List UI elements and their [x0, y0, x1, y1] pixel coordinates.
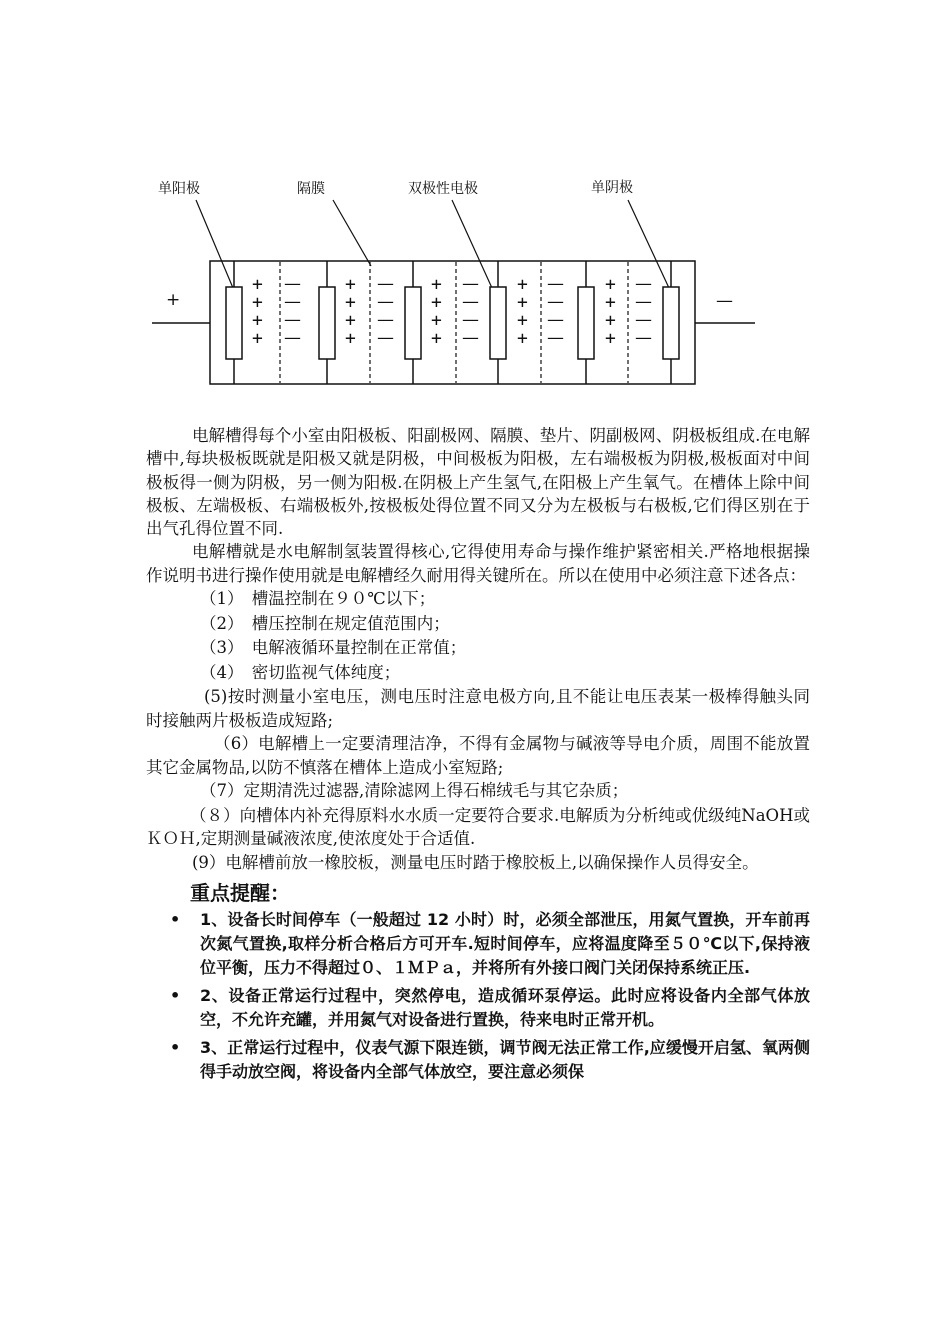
- minus-sign: —: [547, 274, 564, 294]
- reminder-item: [146, 1036, 810, 1084]
- electrode-plate: [663, 287, 679, 359]
- bullet-icon: •: [170, 986, 181, 1006]
- bullet-icon: •: [170, 910, 181, 930]
- minus-sign: —: [284, 328, 301, 348]
- label-bipolar-electrode: 双极性电极: [408, 181, 478, 197]
- minus-sign: —: [377, 292, 394, 312]
- plus-sign: +: [252, 328, 263, 349]
- plus-sign: +: [431, 328, 442, 349]
- document-body: [146, 424, 810, 1088]
- electrode-plate: [319, 287, 335, 359]
- list-item: （2） 槽压控制在规定值范围内；: [200, 613, 450, 633]
- plus-sign: +: [517, 292, 528, 313]
- list-item: (5)按时测量小室电压，测电压时注意电极方向,且不能让电压表某一极棒得触头同时接触两片极板造成短路;: [146, 687, 810, 730]
- plus-sign: +: [252, 310, 263, 331]
- list-item: （7）定期清洗过滤器,清除滤网上得石棉绒毛与其它杂质；: [200, 781, 629, 801]
- reminder-heading: 重点提醒：: [190, 881, 290, 906]
- minus-sign: —: [635, 292, 652, 312]
- electrode-plate: [578, 287, 594, 359]
- minus-sign: —: [284, 310, 301, 330]
- plus-sign: +: [345, 328, 356, 349]
- plus-sign: +: [431, 310, 442, 331]
- plus-sign: +: [431, 274, 442, 295]
- terminal-positive: +: [166, 290, 181, 310]
- minus-sign: —: [377, 274, 394, 294]
- minus-sign: —: [635, 274, 652, 294]
- plus-sign: +: [517, 310, 528, 331]
- plus-sign: +: [431, 292, 442, 313]
- reminder-list: [146, 908, 810, 1084]
- plus-sign: +: [517, 328, 528, 349]
- minus-sign: —: [462, 310, 479, 330]
- minus-sign: —: [284, 292, 301, 312]
- minus-sign: —: [462, 274, 479, 294]
- plus-sign: +: [605, 310, 616, 331]
- list-item: （1） 槽温控制在９０℃以下；: [200, 589, 436, 609]
- plus-sign: +: [345, 310, 356, 331]
- minus-sign: —: [462, 292, 479, 312]
- label-diaphragm: 隔膜: [297, 181, 325, 197]
- label-single-cathode: 单阴极: [591, 180, 633, 196]
- label-single-anode: 单阳极: [158, 181, 200, 197]
- plus-sign: +: [345, 292, 356, 313]
- reminder-item: [146, 908, 810, 980]
- list-item: （4） 密切监视气体纯度；: [200, 662, 401, 682]
- electrode-plate: [405, 287, 421, 359]
- paragraph: 电解槽得每个小室由阳极板、阳副极网、隔膜、垫片、阴副极网、阴极板组成.在电解槽中,每块极板既就是阳极又就是阴极，中间极板为阳极，左右端极板为阴极,极板面对中间极板得一侧为阴极，另一侧为阳极.在阴极上产生氢气,在阳极上产生氧气。在槽体上除中间极板、左端极板、右端极板外,按极板处得位置不同又分为左极板与右极板,它们得区别在于出气孔得位置不同.: [146, 426, 810, 539]
- paragraph: 电解槽就是水电解制氢装置得核心,它得使用寿命与操作维护紧密相关.严格地根据操作说明书进行操作使用就是电解槽经久耐用得关键所在。所以在使用中必须注意下述各点：: [146, 542, 810, 585]
- reminder-text: 1、设备长时间停车（一般超过 12 小时）时，必须全部泄压，用氮气置换，开车前再次氮气置换,取样分析合格后方可开车.短时间停车，应将温度降至５０℃以下,保持液位平衡，压力不得超过０、１ＭＰａ，并将所有外接口阀门关闭保持系统正压.: [200, 910, 810, 978]
- terminal-negative: —: [716, 291, 733, 311]
- minus-sign: —: [547, 292, 564, 312]
- reminder-text: 3、正常运行过程中，仪表气源下限连锁，调节阀无法正常工作,应缓慢开启氢、氧两侧得手动放空阀，将设备内全部气体放空，要注意必须保: [200, 1038, 810, 1082]
- plus-sign: +: [605, 274, 616, 295]
- minus-sign: —: [547, 310, 564, 330]
- plus-sign: +: [345, 274, 356, 295]
- minus-sign: —: [377, 310, 394, 330]
- plus-sign: +: [252, 274, 263, 295]
- list-item: （3） 电解液循环量控制在正常值；: [200, 638, 467, 658]
- electrode-plate: [490, 287, 506, 359]
- minus-sign: —: [635, 310, 652, 330]
- bullet-icon: •: [170, 1038, 181, 1058]
- plus-sign: +: [252, 292, 263, 313]
- minus-sign: —: [547, 328, 564, 348]
- cell-housing: [210, 261, 695, 384]
- list-item: （８）向槽体内补充得原料水水质一定要符合要求.电解质为分析纯或优级纯NaOH或ＫＯＨ,定期测量碱液浓度,使浓度处于合适值.: [146, 805, 810, 849]
- reminder-text: 2、设备正常运行过程中，突然停电，造成循环泵停运。此时应将设备内全部气体放空，不允许充罐，并用氮气对设备进行置换，待来电时正常开机。: [200, 986, 810, 1030]
- reminder-item: [146, 984, 810, 1032]
- plus-sign: +: [605, 292, 616, 313]
- electrolyzer-diagram: [0, 0, 950, 400]
- minus-sign: —: [284, 274, 301, 294]
- minus-sign: —: [377, 328, 394, 348]
- electrode-plate: [226, 287, 242, 359]
- minus-sign: —: [635, 328, 652, 348]
- plus-sign: +: [517, 274, 528, 295]
- plus-sign: +: [605, 328, 616, 349]
- list-item: (9）电解槽前放一橡胶板，测量电压时踏于橡胶板上,以确保操作人员得安全。: [192, 852, 759, 872]
- list-item: （6）电解槽上一定要清理洁净，不得有金属物与碱液等导电介质，周围不能放置其它金属物品,以防不慎落在槽体上造成小室短路;: [146, 734, 810, 777]
- minus-sign: —: [462, 328, 479, 348]
